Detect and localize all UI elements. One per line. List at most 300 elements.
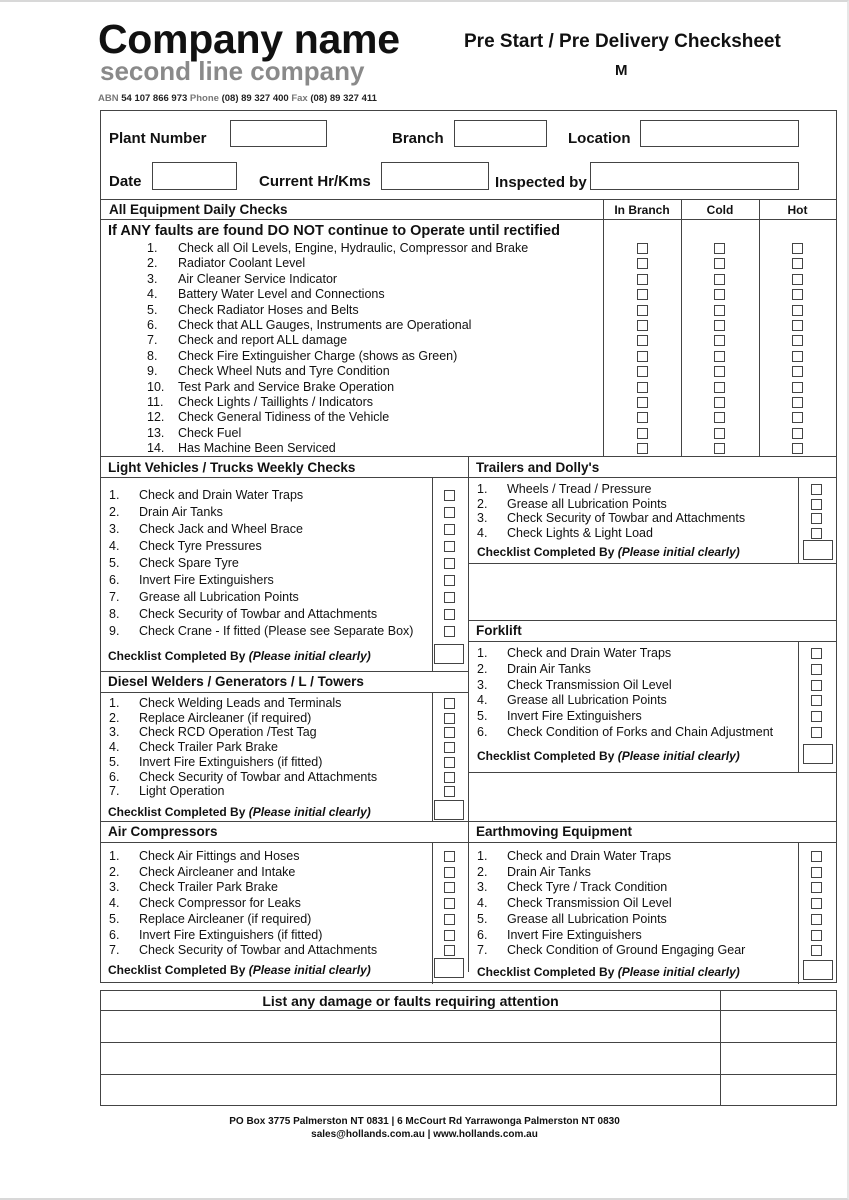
checklist-item	[147, 257, 305, 270]
checkbox[interactable]	[444, 945, 455, 956]
item-text: Grease all Lubrication Points	[507, 911, 667, 926]
company-name: Company name	[98, 16, 400, 62]
completed-by-label: Checklist Completed By	[108, 649, 249, 663]
item-number: 12.	[147, 410, 165, 425]
item-number: 2.	[109, 505, 120, 519]
item-number: 3.	[147, 271, 158, 286]
checklist-item	[109, 540, 262, 553]
checkbox[interactable]	[811, 680, 822, 691]
item-text: Check Trailer Park Brake	[139, 740, 278, 755]
checkbox-cold[interactable]	[714, 274, 725, 285]
checklist-completed-by	[477, 965, 740, 979]
item-text: Has Machine Been Serviced	[178, 441, 336, 456]
item-number: 1.	[109, 696, 120, 710]
checkbox[interactable]	[811, 867, 822, 878]
item-number: 3.	[109, 880, 120, 895]
checklist-item	[477, 929, 642, 942]
item-number: 2.	[477, 661, 488, 676]
checkbox-hot[interactable]	[792, 412, 803, 423]
checklist-item	[477, 679, 672, 692]
checkbox-in-branch[interactable]	[637, 258, 648, 269]
item-text: Replace Aircleaner (if required)	[139, 911, 312, 926]
item-text: Invert Fire Extinguishers	[507, 709, 642, 724]
item-text: Check Tyre / Track Condition	[507, 880, 668, 895]
checkbox-in-branch[interactable]	[637, 351, 648, 362]
abn-value: 54 107 866 973	[121, 93, 188, 104]
item-text: Drain Air Tanks	[507, 864, 591, 879]
item-number: 3.	[477, 677, 488, 692]
item-text: Grease all Lubrication Points	[139, 590, 299, 604]
item-number: 7.	[109, 943, 120, 958]
item-text: Check RCD Operation /Test Tag	[139, 725, 317, 740]
checklist-item	[109, 591, 299, 604]
checksheet-form	[100, 110, 837, 983]
damage-row-2[interactable]	[101, 1043, 720, 1074]
company-second-line: second line company	[100, 56, 365, 86]
checklist-item	[477, 647, 671, 660]
checklist-item	[109, 697, 341, 710]
checkbox-hot[interactable]	[792, 397, 803, 408]
item-text: Replace Aircleaner (if required)	[139, 710, 312, 725]
item-text: Check Spare Tyre	[139, 556, 239, 570]
checklist-item	[109, 756, 322, 769]
checkbox-cold[interactable]	[714, 428, 725, 439]
checklist-item	[109, 741, 278, 754]
fax-value: (08) 89 327 411	[310, 93, 377, 104]
checklist-item	[147, 334, 347, 347]
location-label: Location	[568, 130, 631, 147]
footer-address: PO Box 3775 Palmerston NT 0831 | 6 McCourt Rd Yarrawonga Palmerston NT 0830	[229, 1116, 620, 1127]
item-number: 4.	[109, 740, 120, 755]
item-text: Check Tyre Pressures	[139, 539, 262, 553]
checklist-item	[109, 557, 239, 570]
item-text: Invert Fire Extinguishers	[507, 927, 642, 942]
checkbox[interactable]	[444, 851, 455, 862]
checkbox[interactable]	[444, 524, 455, 535]
checklist-item	[109, 929, 322, 942]
item-number: 9.	[147, 364, 158, 379]
footer-contact: sales@hollands.com.au | www.hollands.com.au	[311, 1129, 538, 1140]
item-text: Check Wheel Nuts and Tyre Condition	[178, 364, 390, 379]
checkbox-hot[interactable]	[792, 274, 803, 285]
air-compressors-title: Air Compressors	[108, 824, 218, 839]
checkbox-hot[interactable]	[792, 335, 803, 346]
checkbox-hot[interactable]	[792, 366, 803, 377]
light-vehicles-title: Light Vehicles / Trucks Weekly Checks	[108, 460, 356, 475]
item-text: Check Transmission Oil Level	[507, 677, 672, 692]
item-number: 2.	[109, 864, 120, 879]
item-text: Check and report ALL damage	[178, 333, 348, 348]
checklist-item	[109, 913, 311, 926]
checklist-item	[477, 944, 745, 957]
checkbox-cold[interactable]	[714, 382, 725, 393]
item-text: Check all Oil Levels, Engine, Hydraulic, Compressor and Brake	[178, 241, 529, 255]
checklist-item	[147, 319, 471, 332]
welders-title: Diesel Welders / Generators / L / Towers	[108, 674, 364, 689]
checklist-item	[147, 350, 457, 363]
item-number: 1.	[477, 482, 488, 496]
checkbox-cold[interactable]	[714, 412, 725, 423]
item-text: Wheels / Tread / Pressure	[507, 482, 652, 496]
checklist-completed-by	[108, 805, 371, 819]
checkbox[interactable]	[811, 528, 822, 539]
item-text: Drain Air Tanks	[507, 661, 591, 676]
checkbox[interactable]	[444, 713, 455, 724]
checklist-item	[147, 365, 390, 378]
item-number: 13.	[147, 425, 165, 440]
item-text: Invert Fire Extinguishers (if fitted)	[139, 927, 323, 942]
date-label: Date	[109, 173, 142, 190]
completed-by-note: (Please initial clearly)	[617, 545, 740, 559]
checklist-item	[477, 726, 773, 739]
item-number: 5.	[477, 709, 488, 724]
fax-label: Fax	[291, 93, 308, 104]
item-number: 5.	[477, 911, 488, 926]
checkbox-hot[interactable]	[792, 382, 803, 393]
item-number: 8.	[109, 607, 120, 621]
checkbox-in-branch[interactable]	[637, 305, 648, 316]
item-text: Check Air Fittings and Hoses	[139, 849, 300, 863]
checklist-item	[477, 498, 667, 511]
item-number: 9.	[109, 624, 120, 638]
item-text: Check Security of Towbar and Attachments	[139, 769, 378, 784]
checkbox[interactable]	[444, 930, 455, 941]
item-number: 6.	[147, 318, 158, 332]
checklist-item	[109, 726, 317, 739]
item-number: 3.	[109, 522, 120, 536]
item-text: Check General Tidiness of the Vehicle	[178, 410, 390, 425]
phone-value: (08) 89 327 400	[221, 93, 289, 104]
checkbox[interactable]	[811, 664, 822, 675]
item-number: 11.	[147, 395, 164, 409]
checkbox-cold[interactable]	[714, 305, 725, 316]
item-text: Check Transmission Oil Level	[507, 896, 672, 911]
item-text: Check Crane - If fitted (Please see Separate Box)	[139, 624, 414, 638]
checkbox-in-branch[interactable]	[637, 412, 648, 423]
item-number: 5.	[109, 754, 120, 769]
checkbox-cold[interactable]	[714, 243, 725, 254]
item-number: 4.	[477, 896, 488, 911]
checklist-item	[477, 527, 653, 540]
item-text: Check Lights & Light Load	[507, 525, 653, 540]
daily-checks-list	[101, 111, 836, 456]
checkbox-in-branch[interactable]	[637, 274, 648, 285]
item-text: Check and Drain Water Traps	[507, 849, 672, 863]
item-text: Check Radiator Hoses and Belts	[178, 302, 359, 317]
item-number: 4.	[109, 539, 120, 553]
branch-label: Branch	[392, 130, 444, 147]
checkbox-in-branch[interactable]	[637, 428, 648, 439]
checkbox[interactable]	[444, 914, 455, 925]
checkbox-cold[interactable]	[714, 258, 725, 269]
checkbox[interactable]	[444, 898, 455, 909]
item-number: 1.	[147, 241, 158, 255]
item-number: 7.	[147, 333, 158, 348]
item-number: 10.	[147, 379, 165, 394]
checklist-item	[477, 897, 672, 910]
checkbox-in-branch[interactable]	[637, 443, 648, 454]
damage-title: List any damage or faults requiring attention	[262, 993, 559, 1009]
checklist-item	[109, 771, 377, 784]
document-marker: M	[615, 62, 628, 79]
initials-field[interactable]	[434, 644, 464, 664]
checkbox-hot[interactable]	[792, 428, 803, 439]
item-number: 1.	[477, 849, 488, 863]
completed-by-label: Checklist Completed By	[477, 749, 618, 763]
checklist-item	[109, 944, 377, 957]
initials-field[interactable]	[803, 540, 833, 560]
company-contacts	[98, 93, 377, 104]
earthmoving-title: Earthmoving Equipment	[476, 824, 633, 839]
checklist-item	[147, 304, 359, 317]
item-text: Air Cleaner Service Indicator	[178, 271, 338, 286]
checklist-item	[109, 506, 223, 519]
checkbox-cold[interactable]	[714, 397, 725, 408]
checklist-item	[147, 442, 336, 455]
completed-by-label: Checklist Completed By	[108, 805, 249, 819]
checkbox[interactable]	[811, 882, 822, 893]
checkbox[interactable]	[811, 513, 822, 524]
checkbox-hot[interactable]	[792, 351, 803, 362]
checklist-item	[147, 273, 337, 286]
checklist-item	[109, 850, 300, 863]
item-text: Drain Air Tanks	[139, 505, 223, 519]
item-number: 5.	[147, 302, 158, 317]
initials-field[interactable]	[434, 800, 464, 820]
checklist-item	[109, 785, 224, 798]
checklist-item	[477, 710, 642, 723]
item-number: 5.	[109, 911, 120, 926]
checkbox[interactable]	[444, 742, 455, 753]
checklist-item	[109, 897, 301, 910]
inspected-by-label: Inspected by	[495, 174, 587, 191]
checkbox-in-branch[interactable]	[637, 382, 648, 393]
document-title: Pre Start / Pre Delivery Checksheet	[464, 31, 781, 52]
item-number: 6.	[109, 573, 120, 587]
checkbox-cold[interactable]	[714, 351, 725, 362]
item-number: 14.	[147, 441, 165, 456]
checkbox[interactable]	[444, 626, 455, 637]
item-number: 1.	[477, 646, 488, 660]
item-text: Check Aircleaner and Intake	[139, 864, 296, 879]
checkbox[interactable]	[444, 698, 455, 709]
checkbox[interactable]	[444, 575, 455, 586]
checklist-item	[109, 866, 295, 879]
checkbox[interactable]	[811, 930, 822, 941]
checkbox-in-branch[interactable]	[637, 366, 648, 377]
checkbox[interactable]	[811, 484, 822, 495]
checkbox-cold[interactable]	[714, 320, 725, 331]
checkbox[interactable]	[444, 882, 455, 893]
daily-checks-title: All Equipment Daily Checks	[109, 202, 288, 217]
checklist-item	[109, 881, 278, 894]
item-number: 2.	[109, 710, 120, 725]
item-number: 3.	[109, 725, 120, 740]
item-text: Check Security of Towbar and Attachments	[507, 511, 746, 525]
checkbox[interactable]	[444, 558, 455, 569]
item-text: Check that ALL Gauges, Instruments are Operational	[178, 318, 472, 332]
checklist-item	[147, 427, 241, 440]
item-number: 6.	[109, 769, 120, 784]
checkbox[interactable]	[811, 695, 822, 706]
checklist-item	[147, 242, 528, 255]
initials-field[interactable]	[803, 744, 833, 764]
checkbox-in-branch[interactable]	[637, 320, 648, 331]
checklist-item	[147, 381, 394, 394]
checklist-item	[109, 625, 413, 638]
checkbox[interactable]	[811, 851, 822, 862]
checkbox-in-branch[interactable]	[637, 289, 648, 300]
item-text: Test Park and Service Brake Operation	[178, 379, 395, 394]
checklist-item	[109, 523, 303, 536]
completed-by-note: (Please initial clearly)	[248, 649, 371, 663]
checklist-completed-by	[477, 545, 740, 559]
item-number: 2.	[147, 256, 158, 271]
checklist-item	[109, 489, 303, 502]
column-cold: Cold	[706, 203, 734, 217]
checkbox[interactable]	[811, 499, 822, 510]
checklist-item	[477, 663, 591, 676]
checkbox[interactable]	[811, 711, 822, 722]
plant-number-label: Plant Number	[109, 130, 207, 147]
checklist-item	[109, 608, 377, 621]
checkbox[interactable]	[444, 541, 455, 552]
trailers-title: Trailers and Dolly's	[476, 460, 600, 475]
checkbox[interactable]	[444, 757, 455, 768]
item-number: 2.	[477, 496, 488, 511]
item-text: Check Security of Towbar and Attachments	[139, 607, 378, 621]
checklist-item	[477, 866, 591, 879]
checklist-item	[147, 288, 385, 301]
item-number: 4.	[109, 896, 120, 911]
checkbox[interactable]	[811, 898, 822, 909]
completed-by-note: (Please initial clearly)	[248, 805, 371, 819]
item-text: Check Compressor for Leaks	[139, 896, 301, 911]
checkbox-cold[interactable]	[714, 335, 725, 346]
checklist-completed-by	[108, 649, 371, 663]
checklist-item	[477, 850, 671, 863]
checkbox-cold[interactable]	[714, 443, 725, 454]
checkbox-hot[interactable]	[792, 243, 803, 254]
item-text: Grease all Lubrication Points	[507, 693, 667, 708]
item-text: Check Fuel	[178, 425, 242, 440]
item-text: Light Operation	[139, 784, 225, 799]
checkbox[interactable]	[444, 772, 455, 783]
completed-by-label: Checklist Completed By	[477, 545, 618, 559]
item-text: Invert Fire Extinguishers (if fitted)	[139, 754, 323, 769]
item-text: Check and Drain Water Traps	[139, 488, 304, 502]
checklist-item	[109, 574, 274, 587]
checkbox-hot[interactable]	[792, 320, 803, 331]
abn-label: ABN	[98, 93, 119, 104]
checklist-item	[477, 512, 745, 525]
item-number: 1.	[109, 849, 120, 863]
checklist-item	[477, 881, 667, 894]
checklist-item	[147, 411, 389, 424]
item-number: 4.	[477, 525, 488, 540]
item-number: 4.	[477, 693, 488, 708]
item-number: 6.	[477, 927, 488, 942]
current-hr-kms-label: Current Hr/Kms	[259, 173, 371, 190]
checkbox-hot[interactable]	[792, 289, 803, 300]
checkbox[interactable]	[811, 914, 822, 925]
item-text: Radiator Coolant Level	[178, 256, 306, 271]
checklist-completed-by	[108, 963, 371, 977]
damage-row-1[interactable]	[101, 1011, 720, 1042]
initials-field[interactable]	[803, 960, 833, 980]
checklist-item	[109, 712, 311, 725]
item-number: 1.	[109, 488, 120, 502]
operating-warning: If ANY faults are found DO NOT continue to Operate until rectified	[108, 223, 560, 239]
item-text: Check Fire Extinguisher Charge (shows as Green)	[178, 348, 458, 363]
checkbox-cold[interactable]	[714, 289, 725, 300]
checkbox[interactable]	[444, 490, 455, 501]
checkbox[interactable]	[811, 727, 822, 738]
checkbox-cold[interactable]	[714, 366, 725, 377]
checkbox-in-branch[interactable]	[637, 243, 648, 254]
completed-by-label: Checklist Completed By	[477, 965, 618, 979]
checkbox-in-branch[interactable]	[637, 397, 648, 408]
initials-field[interactable]	[434, 958, 464, 978]
checklist-item	[147, 396, 373, 409]
item-text: Check Condition of Ground Engaging Gear	[507, 943, 746, 958]
item-text: Check Welding Leads and Terminals	[139, 696, 342, 710]
checkbox-in-branch[interactable]	[637, 335, 648, 346]
checkbox[interactable]	[444, 727, 455, 738]
checkbox[interactable]	[811, 648, 822, 659]
item-number: 3.	[477, 880, 488, 895]
checkbox[interactable]	[444, 609, 455, 620]
item-text: Grease all Lubrication Points	[507, 496, 667, 511]
item-text: Battery Water Level and Connections	[178, 287, 385, 302]
item-number: 5.	[109, 556, 120, 570]
item-text: Check Security of Towbar and Attachments	[139, 943, 378, 958]
item-text: Check Condition of Forks and Chain Adjustment	[507, 725, 774, 739]
checklist-item	[477, 694, 667, 707]
item-number: 2.	[477, 864, 488, 879]
item-text: Check and Drain Water Traps	[507, 646, 672, 660]
item-number: 6.	[477, 725, 488, 739]
checkbox-hot[interactable]	[792, 258, 803, 269]
column-in-branch: In Branch	[614, 203, 670, 217]
item-text: Check Jack and Wheel Brace	[139, 522, 303, 536]
damage-table	[100, 990, 837, 1106]
checkbox[interactable]	[444, 867, 455, 878]
checkbox[interactable]	[444, 592, 455, 603]
item-text: Invert Fire Extinguishers	[139, 573, 274, 587]
column-hot: Hot	[787, 203, 808, 217]
checkbox[interactable]	[444, 786, 455, 797]
checkbox-hot[interactable]	[792, 305, 803, 316]
phone-label: Phone	[189, 93, 219, 104]
item-number: 6.	[109, 927, 120, 942]
item-number: 7.	[109, 784, 120, 799]
completed-by-label: Checklist Completed By	[108, 963, 249, 977]
checklist-completed-by	[477, 749, 740, 763]
item-number: 3.	[477, 511, 488, 525]
completed-by-note: (Please initial clearly)	[617, 965, 740, 979]
item-number: 8.	[147, 348, 158, 363]
checklist-item	[477, 913, 667, 926]
checkbox[interactable]	[444, 507, 455, 518]
forklift-title: Forklift	[476, 623, 522, 638]
checkbox[interactable]	[811, 945, 822, 956]
damage-row-3[interactable]	[101, 1075, 720, 1105]
checkbox-hot[interactable]	[792, 443, 803, 454]
item-text: Check Trailer Park Brake	[139, 880, 278, 895]
completed-by-note: (Please initial clearly)	[248, 963, 371, 977]
completed-by-note: (Please initial clearly)	[617, 749, 740, 763]
